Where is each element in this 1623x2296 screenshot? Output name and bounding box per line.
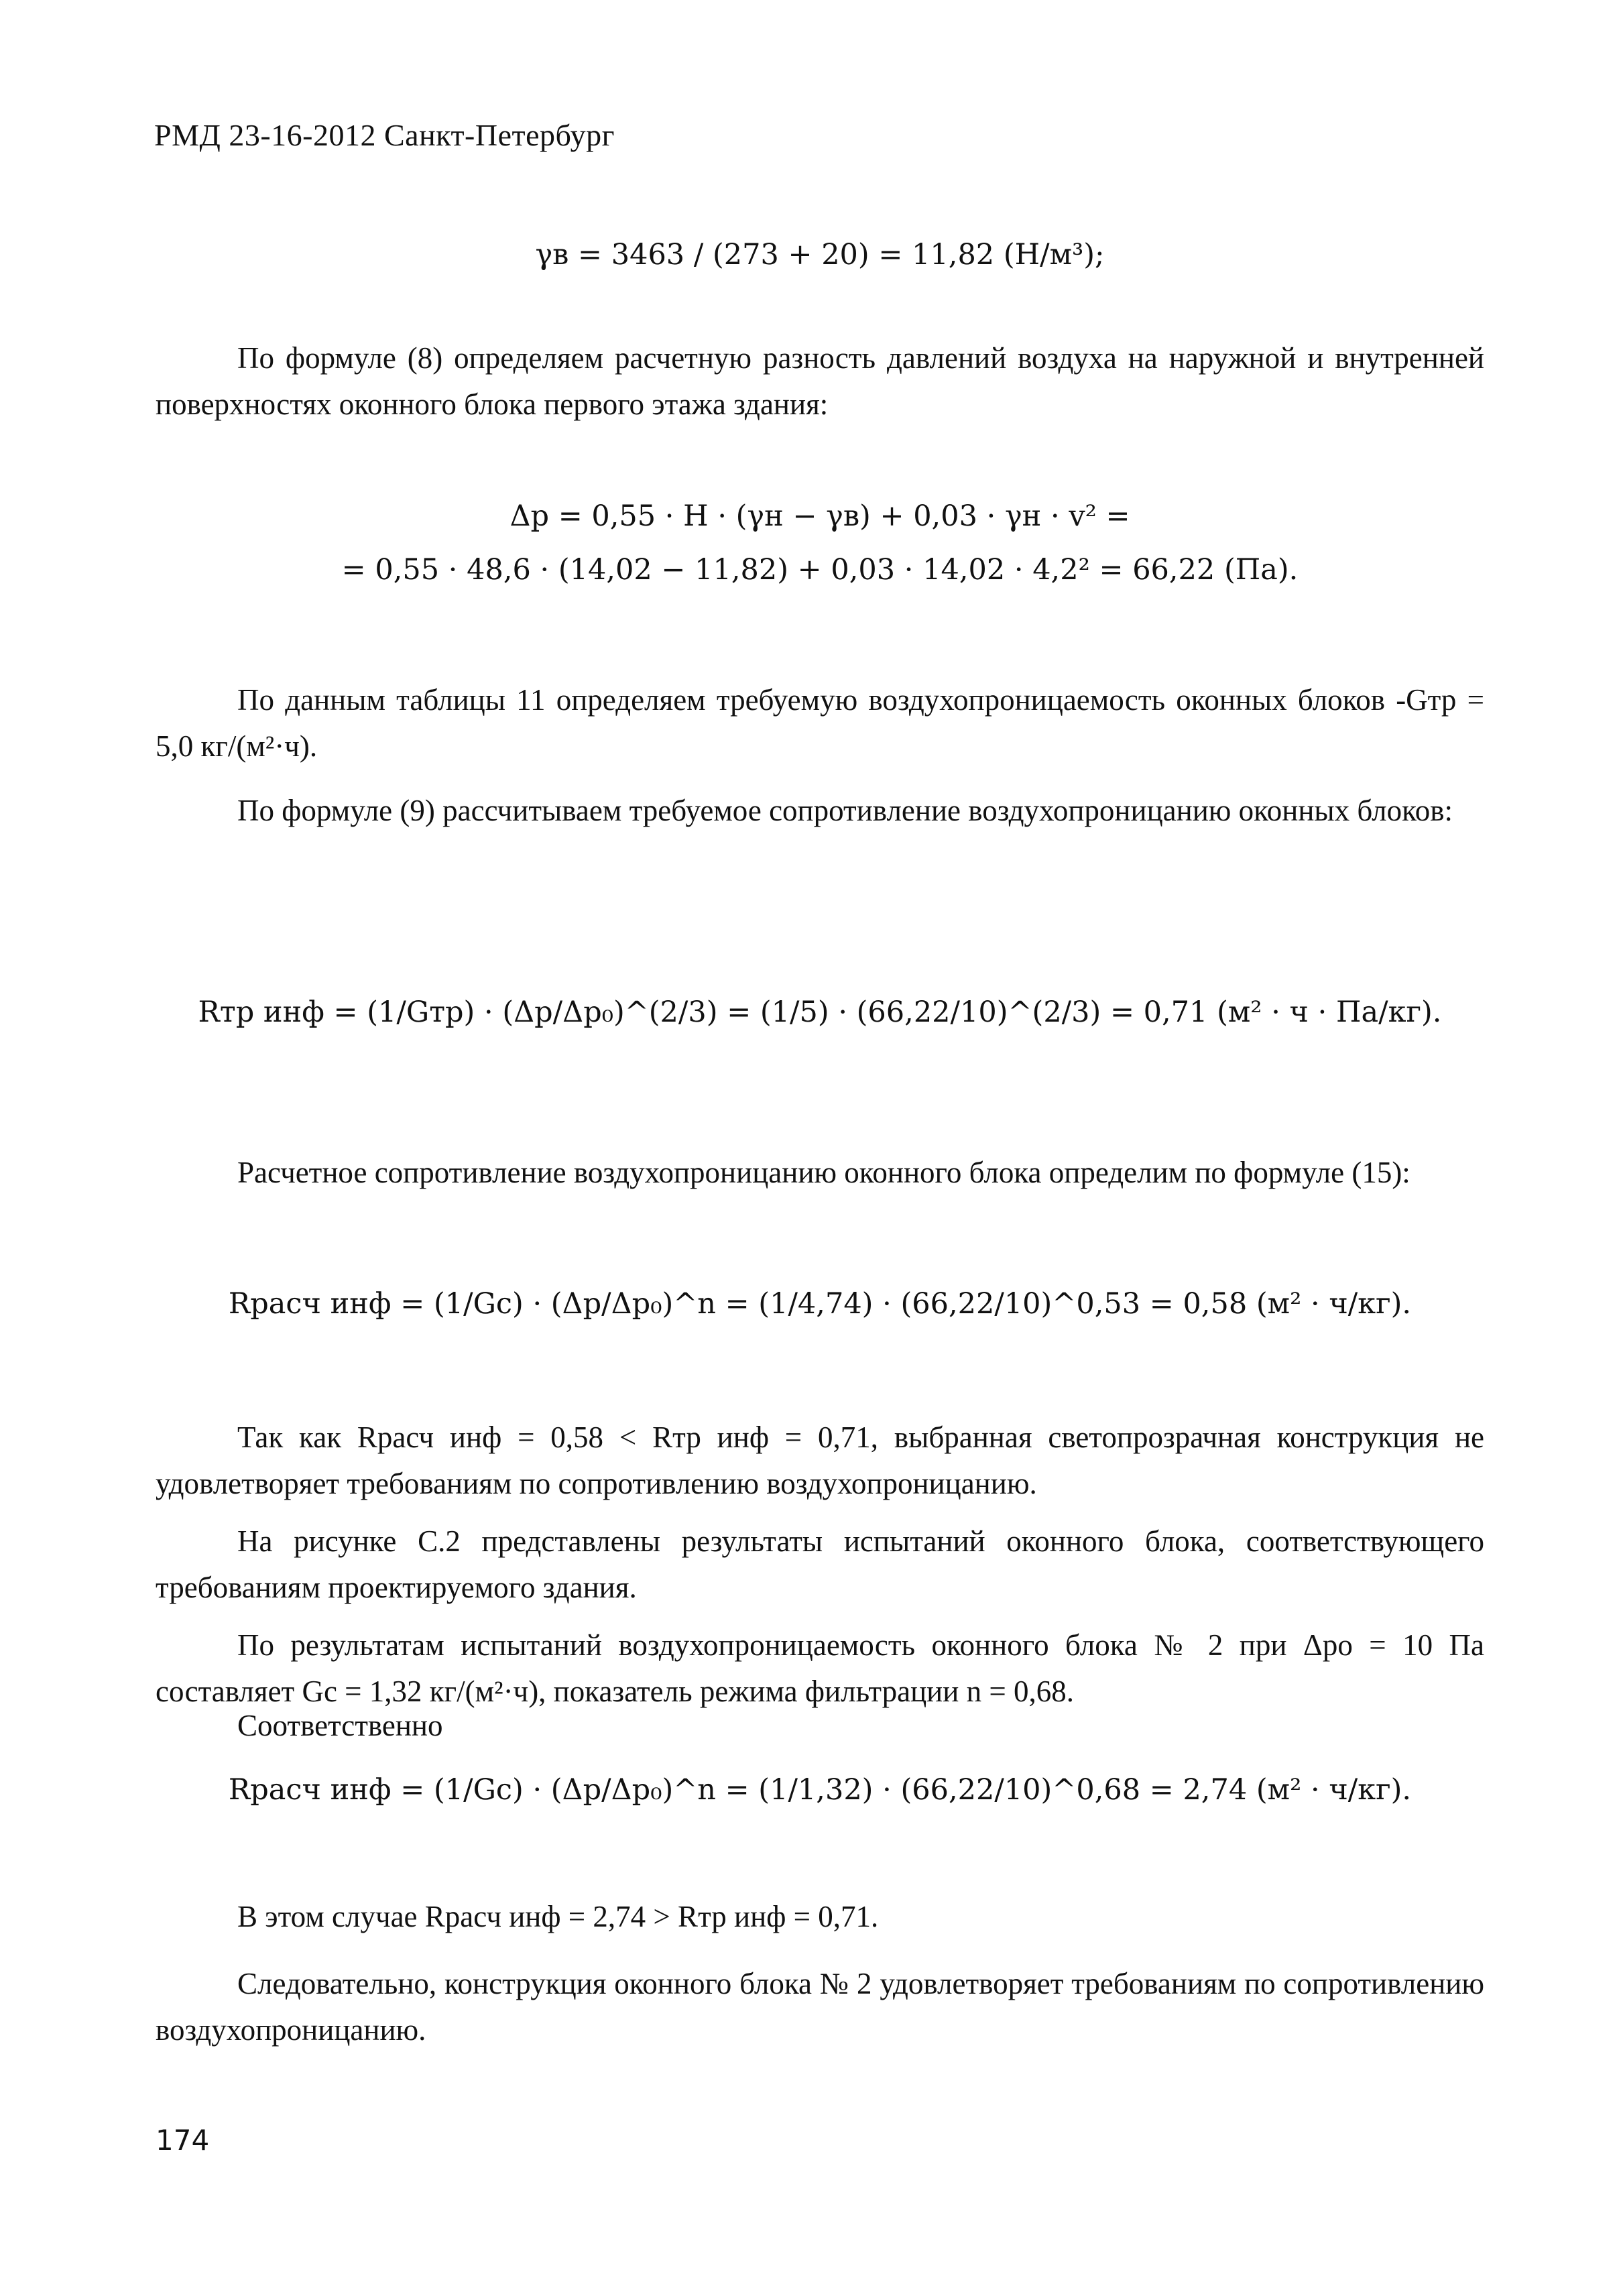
paragraph-required-resistance: По формуле (9) рассчитываем требуемое сопротивление воздухопроницанию оконных блоков: — [237, 794, 1453, 827]
paragraph-conclusion: Следовательно, конструкция оконного блока № 2 удовлетворяет требованиям по сопротивлению воздухопроницанию. — [156, 1967, 1484, 2047]
formula-calculated-resistance-2: Rрасч инф = (1/Gc) · (Δp/Δp₀)^n = (1/1,32) · (66,22/10)^0,68 = 2,74 (м² · ч/кг). — [228, 1773, 1412, 1807]
formula-calculated-resistance-1: Rрасч инф = (1/Gc) · (Δp/Δp₀)^n = (1/4,74) · (66,22/10)^0,53 = 0,58 (м² · ч/кг). — [228, 1287, 1412, 1321]
paragraph-figure-c2: На рисунке С.2 представлены результаты испытаний оконного блока, соответствующего требованиям проектируемого здания. — [156, 1524, 1484, 1604]
formula-pressure-line-2: = 0,55 · 48,6 · (14,02 − 11,82) + 0,03 · 14,02 · 4,2² = 66,22 (Па). — [341, 553, 1299, 587]
paragraph-test-results: По результатам испытаний воздухопроницаемость оконного блока № 2 при Δpо = 10 Па составляет Gc = 1,32 кг/(м²·ч), показатель режима фильтрации n = 0,68. — [156, 1628, 1484, 1708]
paragraph-not-compliant: Так как Rрасч инф = 0,58 < Rтр инф = 0,71, выбранная светопрозрачная конструкция не удовлетворяет требованиям по сопротивлению воздухопроницанию. — [156, 1421, 1484, 1500]
paragraph-required-permeability: По данным таблицы 11 определяем требуемую воздухопроницаемость оконных блоков -Gтр = 5,0 кг/(м²·ч). — [156, 683, 1484, 763]
formula-gamma-v: γв = 3463 / (273 + 20) = 11,82 (Н/м³); — [535, 238, 1105, 271]
running-header: РМД 23-16-2012 Санкт-Петербург — [154, 118, 615, 152]
paragraph-pressure-difference: По формуле (8) определяем расчетную разность давлений воздуха на наружной и внутренней поверхностях оконного блока первого этажа здания: — [156, 341, 1484, 421]
paragraph-calculated-resistance: Расчетное сопротивление воздухопроницанию оконного блока определим по формуле (15): — [237, 1156, 1410, 1189]
page-number: 174 — [156, 2124, 210, 2157]
paragraph-comparison: В этом случае Rрасч инф = 2,74 > Rтр инф = 0,71. — [237, 1900, 879, 1933]
paragraph-accordingly: Соответственно — [237, 1709, 443, 1742]
formula-pressure-line-1: Δp = 0,55 · H · (γн − γв) + 0,03 · γн · v² = — [509, 499, 1130, 533]
formula-required-resistance: Rтр инф = (1/Gтр) · (Δp/Δp₀)^(2/3) = (1/5) · (66,22/10)^(2/3) = 0,71 (м² · ч · Па/кг). — [198, 995, 1442, 1029]
